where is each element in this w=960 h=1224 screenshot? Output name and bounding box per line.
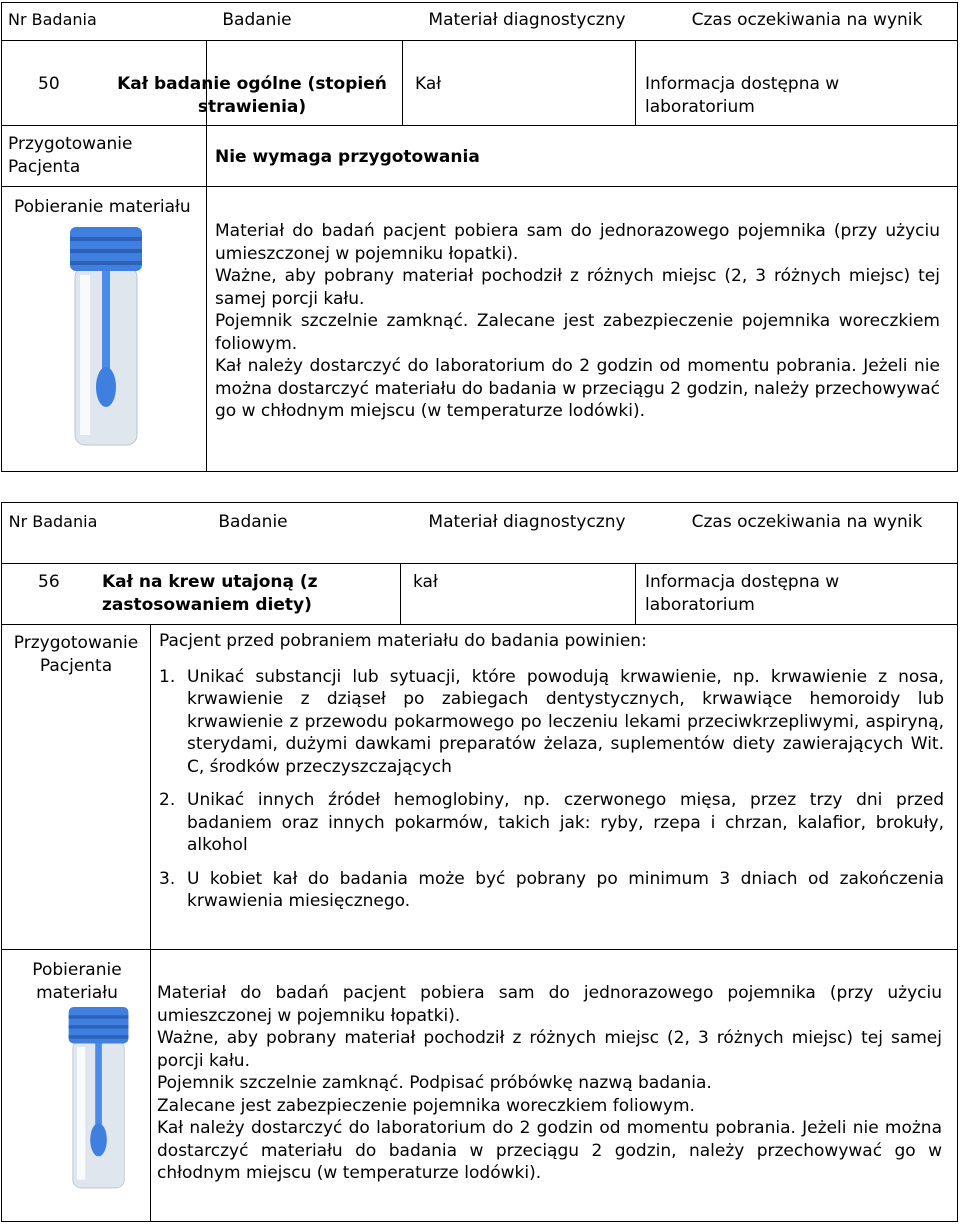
przygotowanie-intro: Pacjent przed pobraniem materiału do badania powinien: <box>159 631 647 651</box>
list-item <box>159 868 944 913</box>
pobieranie-paragraph: Pojemnik szczelnie zamknąć. Zalecane jest zabezpieczenie pojemnika woreczkiem foliowym. <box>215 311 940 354</box>
pobieranie-paragraph: Materiał do badań pacjent pobiera sam do jednorazowego pojemnika (przy użyciu umieszczonej w pojemniku łopatki). <box>157 983 942 1026</box>
przygotowanie-list <box>159 666 944 913</box>
przygotowanie-label: Przygotowanie Pacjenta <box>13 633 139 676</box>
list-item <box>159 789 944 857</box>
przygotowanie-text: Nie wymaga przygotowania <box>215 147 480 167</box>
header-czas: Czas oczekiwania na wynik <box>691 512 923 532</box>
pobieranie-paragraph: Ważne, aby pobrany materiał pochodził z różnych miejsc (2, 3 różnych miejsc) tej samej porcji kału. <box>215 266 940 309</box>
table-stool-general <box>1 2 958 472</box>
row-badanie: Kał badanie ogólne (stopień strawienia) <box>117 74 387 117</box>
row-czas: Informacja dostępna w laboratorium <box>645 572 840 615</box>
pobieranie-paragraph: Ważne, aby pobrany materiał pochodził z różnych miejsc (2, 3 różnych miejsc) tej samej porcji kału. <box>157 1028 942 1071</box>
header-material: Materiał diagnostyczny <box>428 10 626 30</box>
list-item-number: 1. <box>159 666 176 687</box>
header-nr-badania: Nr Badania <box>8 512 98 531</box>
pobieranie-paragraph: Pojemnik szczelnie zamknąć. Podpisać próbówkę nazwą badania. <box>157 1073 712 1093</box>
stool-sample-container-icon <box>68 227 144 449</box>
header-badanie: Badanie <box>222 10 292 30</box>
row-nr: 56 <box>38 572 60 592</box>
list-item-number: 3. <box>159 868 176 889</box>
list-item <box>159 666 944 779</box>
header-material: Materiał diagnostyczny <box>428 512 626 532</box>
pobieranie-label: Pobieranie materiału <box>32 960 122 1003</box>
header-czas: Czas oczekiwania na wynik <box>691 10 923 30</box>
list-item-text: U kobiet kał do badania może być pobrany po minimum 3 dniach od zakończenia krwawienia miesięcznego. <box>187 868 944 911</box>
row-nr: 50 <box>38 74 60 94</box>
przygotowanie-label: Przygotowanie Pacjenta <box>8 134 133 177</box>
pobieranie-paragraph: Materiał do badań pacjent pobiera sam do jednorazowego pojemnika (przy użyciu umieszczonej w pojemniku łopatki). <box>215 221 940 264</box>
stool-sample-container-icon <box>67 1007 130 1191</box>
pobieranie-text <box>157 982 942 1185</box>
table-occult-blood <box>1 502 958 1222</box>
row-czas: Informacja dostępna w laboratorium <box>645 74 840 117</box>
row-badanie: Kał na krew utajoną (z zastosowaniem diety) <box>102 572 318 615</box>
pobieranie-label: Pobieranie materiału <box>14 197 191 217</box>
pobieranie-paragraph: Kał należy dostarczyć do laboratorium do 2 godzin od momentu pobrania. Jeżeli nie można dostarczyć materiału do badania w przeciągu 2 godzin, należy przechowywać go w chłodnym miejscu (w temperaturze lodówki). <box>157 1118 942 1183</box>
row-material: Kał <box>415 74 442 94</box>
header-badanie: Badanie <box>218 512 288 532</box>
row-material: kał <box>413 572 438 592</box>
list-item-text: Unikać innych źródeł hemoglobiny, np. czerwonego mięsa, przez trzy dni przed badaniem oraz innych pokarmów, takich jak: ryby, rzepa i chrzan, kalafior, brokuły, alkohol <box>187 790 944 855</box>
pobieranie-paragraph: Zalecane jest zabezpieczenie pojemnika woreczkiem foliowym. <box>157 1095 695 1116</box>
list-item-text: Unikać substancji lub sytuacji, które powodują krwawienie, np. krwawienie z nosa, krwawienie z dziąseł po zabiegach dentystycznych, krwawiące hemoroidy lub krwawienie z przewodu pokarmowego po leczeniu lekami przeciwkrzepliwymi, aspiryną, sterydami, dużymi dawkami preparatów żelaza, suplementów diety zawierających Wit. C, środków przeczyszczających <box>187 666 944 777</box>
list-item-number: 2. <box>159 790 176 810</box>
przygotowanie-content <box>159 630 944 924</box>
pobieranie-paragraph: Kał należy dostarczyć do laboratorium do 2 godzin od momentu pobrania. Jeżeli nie można dostarczyć materiału do badania w przeciągu 2 godzin, należy przechowywać go w chłodnym miejscu (w temperaturze lodówki). <box>215 356 940 421</box>
header-nr-badania: Nr Badania <box>8 10 97 29</box>
pobieranie-text <box>215 220 940 423</box>
